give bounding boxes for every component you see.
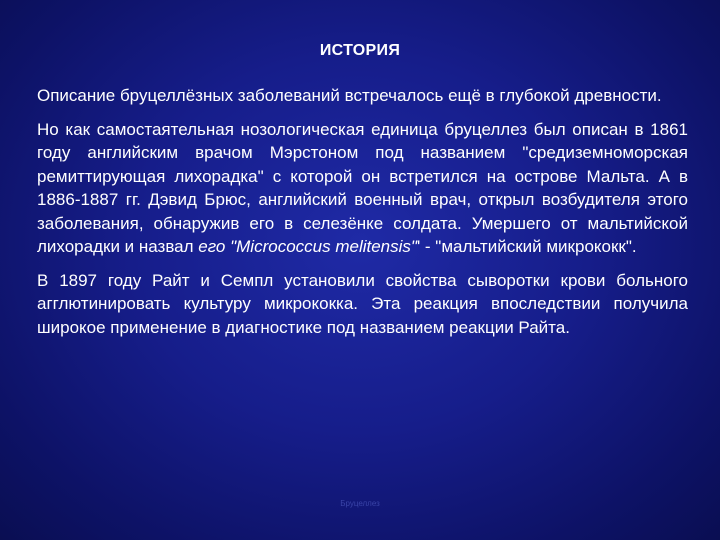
slide-body (37, 84, 688, 349)
paragraph-2 (37, 118, 688, 259)
paragraph-2-text: Но как самостаятельная нозологическая единица бруцеллез был описан в 1861 году английским врачом Мэрстоном под названием "средиземноморская ремиттирующая лихорадка" с которой он встретился на острове Мальта. А в 1886-1887 гг. Дэвид Брюс, английский военный врач, открыл возбудителя этого заболевания, обнаружив его в селезёнке солдата. Умершего от мальтийской лихорадки и назвал (37, 119, 688, 256)
paragraph-2-text-end: ' - "мальтийский микрококк". (416, 237, 637, 256)
paragraph-1: Описание бруцеллёзных заболеваний встречалось ещё в глубокой древности. (37, 86, 662, 105)
paragraph-3: В 1897 году Райт и Семпл установили свойства сыворотки крови больного агглютинировать культуру микрококка. Эта реакция впоследствии получила широкое применение в диагностике под названием реакции Райта. (37, 270, 688, 337)
paragraph-2-italic-name: его "Micrococcus melitensis" (198, 237, 417, 256)
slide-title: ИСТОРИЯ (319, 42, 401, 59)
slide-footer: Бруцеллез (340, 499, 380, 508)
